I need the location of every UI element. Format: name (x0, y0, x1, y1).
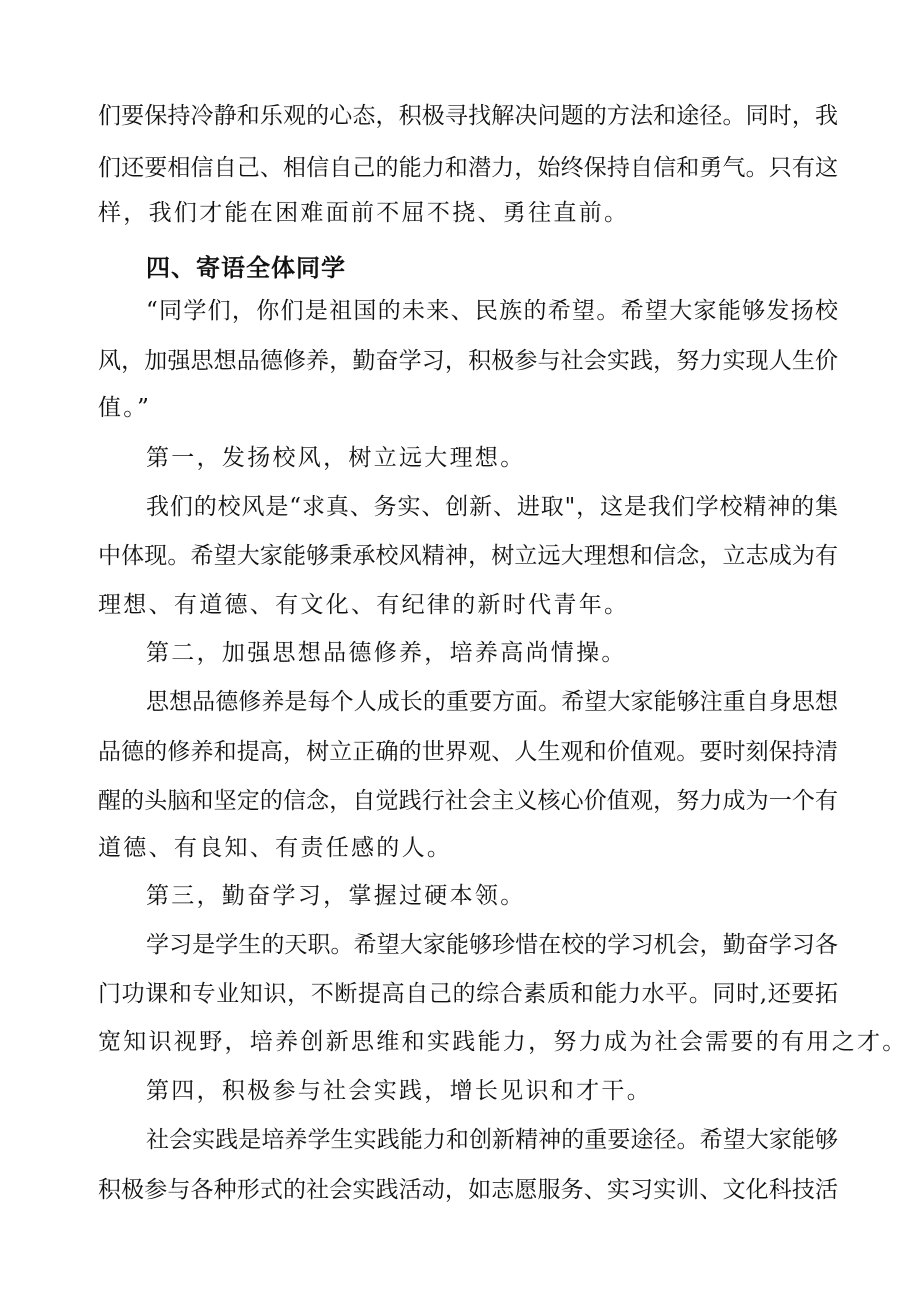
paragraph-line: 门功课和专业知识，不断提高自己的综合素质和能力水平。同时,还要拓 (98, 981, 838, 1007)
quote-line: 风，加强思想品德修养，勤奋学习，积极参与社会实践，努力实现人生价 (98, 348, 838, 374)
point-heading: 第三，勤奋学习，掌握过硬本领。 (146, 883, 526, 909)
paragraph-line: 思想品德修养是每个人成长的重要方面。希望大家能够注重自身思想 (146, 689, 838, 715)
point-heading: 第二，加强思想品德修养，培养高尚情操。 (146, 640, 627, 666)
paragraph-line: 样，我们才能在困难面前不屈不挠、勇往直前。 (98, 200, 630, 226)
paragraph-line: 学习是学生的天职。希望大家能够珍惜在校的学习机会，勤奋学习各 (146, 932, 838, 958)
paragraph-line: 们要保持冷静和乐观的心态，积极寻找解决问题的方法和途径。同时，我 (98, 103, 838, 129)
paragraph-line: 我们的校风是“求真、务实、创新、进取"，这是我们学校精神的集 (146, 494, 838, 520)
paragraph-line: 醒的头脑和坚定的信念，自觉践行社会主义核心价值观，努力成为一个有 (98, 788, 838, 814)
paragraph-line: 道德、有良知、有责任感的人。 (98, 835, 453, 861)
point-heading: 第四，积极参与社会实践，增长见识和才干。 (146, 1078, 652, 1104)
quote-line: 值。” (98, 395, 152, 421)
point-heading: 第一，发扬校风，树立远大理想。 (146, 445, 526, 471)
paragraph-line: 品德的修养和提高，树立正确的世界观、人生观和价值观。要时刻保持清 (98, 739, 838, 765)
paragraph-line: 理想、有道德、有文化、有纪律的新时代青年。 (98, 592, 630, 618)
section-heading: 四、寄语全体同学 (146, 254, 346, 282)
paragraph-line: 宽知识视野，培养创新思维和实践能力，努力成为社会需要的有用之才。 (98, 1029, 908, 1055)
paragraph-line: 们还要相信自己、相信自己的能力和潜力，始终保持自信和勇气。只有这 (98, 155, 838, 181)
paragraph-line: 中体现。希望大家能够秉承校风精神，树立远大理想和信念，立志成为有 (98, 543, 838, 569)
paragraph-line: 积极参与各种形式的社会实践活动，如志愿服务、实习实训、文化科技活 (98, 1177, 838, 1203)
quote-line: “同学们，你们是祖国的未来、民族的希望。希望大家能够发扬校 (146, 298, 838, 324)
paragraph-line: 社会实践是培养学生实践能力和创新精神的重要途径。希望大家能够 (146, 1127, 838, 1153)
